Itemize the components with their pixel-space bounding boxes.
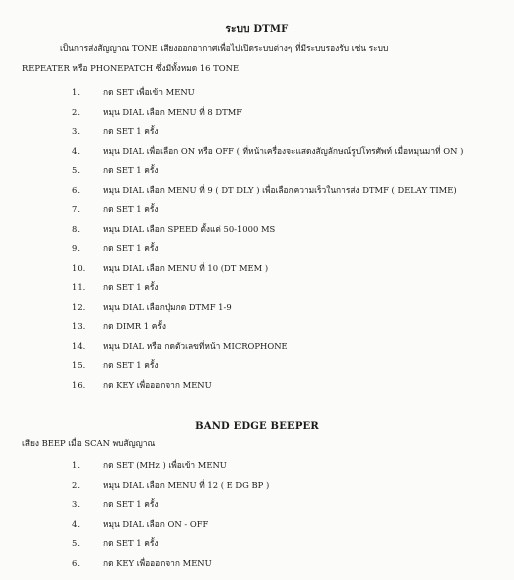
step-number: 2. (72, 479, 80, 490)
step-text: หมุน DIAL เลือก ON - OFF (103, 518, 209, 529)
step-number: 8. (72, 223, 80, 234)
step-text: หมุน DIAL เลือกปุ่มกด DTMF 1-9 (103, 301, 232, 312)
step-number: 6. (72, 184, 80, 195)
step-text: กด SET 1 ครั้ง (103, 204, 159, 214)
step-number: 13. (72, 321, 86, 331)
step-number: 4. (72, 145, 80, 156)
step-number: 9. (72, 243, 80, 253)
step-number: 11. (72, 282, 86, 292)
step-text: กด SET 1 ครั้ง (103, 165, 159, 175)
step-text: กด KEY เพื่อออกจาก MENU (103, 379, 212, 390)
dtmf-title: ระบบ DTMF (225, 24, 289, 35)
band-edge-title: BAND EDGE BEEPER (195, 421, 319, 432)
step-text: หมุน DIAL เลือก MENU ที่ 8 DTMF (103, 106, 243, 117)
dtmf-intro-line2: REPEATER หรือ PHONEPATCH ซึ่งมีทั้งหมด 16 TONE (22, 63, 240, 73)
step-number: 2. (72, 106, 80, 117)
step-number: 15. (72, 360, 86, 370)
step-text: หมุน DIAL หรือ กดตัวเลขที่หน้า MICROPHONE (103, 340, 288, 351)
step-number: 5. (72, 165, 80, 175)
step-text: กด SET 1 ครั้ง (103, 538, 159, 548)
step-text: กด DIMR 1 ครั้ง (103, 321, 166, 331)
step-text: กด SET 1 ครั้ง (103, 360, 159, 370)
step-text: กด SET 1 ครั้ง (103, 282, 159, 292)
step-number: 16. (72, 379, 86, 390)
step-text: หมุน DIAL เลือก SPEED ตั้งแต่ 50-1000 MS (103, 223, 276, 234)
step-text: หมุน DIAL เลือก MENU ที่ 10 (DT MEM ) (103, 262, 269, 273)
step-text: หมุน DIAL เพื่อเลือก ON หรือ OFF ( ที่หน้าเครื่องจะแสดงสัญลักษณ์รูปโทรศัพท์ เมื่อหมุนมาที่ ON ) (103, 145, 464, 156)
step-number: 7. (72, 204, 80, 214)
band-edge-intro: เสียง BEEP เมื่อ SCAN พบสัญญาณ (22, 438, 156, 448)
step-number: 1. (72, 87, 80, 97)
step-text: หมุน DIAL เลือก MENU ที่ 9 ( DT DLY ) เพื่อเลือกความเร็วในการส่ง DTMF ( DELAY TIME) (103, 184, 457, 195)
step-number: 3. (72, 126, 80, 136)
step-text: กด SET เพื่อเข้า MENU (103, 87, 195, 97)
step-text: กด SET 1 ครั้ง (103, 243, 159, 253)
dtmf-intro-line1: เป็นการส่งสัญญาณ TONE เสียงออกอากาศเพื่อไปเปิดระบบต่างๆ ที่มีระบบรองรับ เช่น ระบบ (60, 43, 389, 53)
step-text: กด SET 1 ครั้ง (103, 499, 159, 509)
step-text: กด SET 1 ครั้ง (103, 126, 159, 136)
step-number: 12. (72, 301, 86, 312)
step-number: 4. (72, 518, 80, 529)
step-text: กด KEY เพื่อออกจาก MENU (103, 557, 212, 568)
step-number: 14. (72, 340, 86, 351)
step-text: กด SET (MHz ) เพื่อเข้า MENU (103, 460, 227, 470)
step-number: 5. (72, 538, 80, 548)
step-text: หมุน DIAL เลือก MENU ที่ 12 ( E DG BP ) (103, 479, 270, 490)
step-number: 1. (72, 460, 80, 470)
step-number: 3. (72, 499, 80, 509)
step-number: 10. (72, 262, 86, 273)
step-number: 6. (72, 557, 80, 568)
